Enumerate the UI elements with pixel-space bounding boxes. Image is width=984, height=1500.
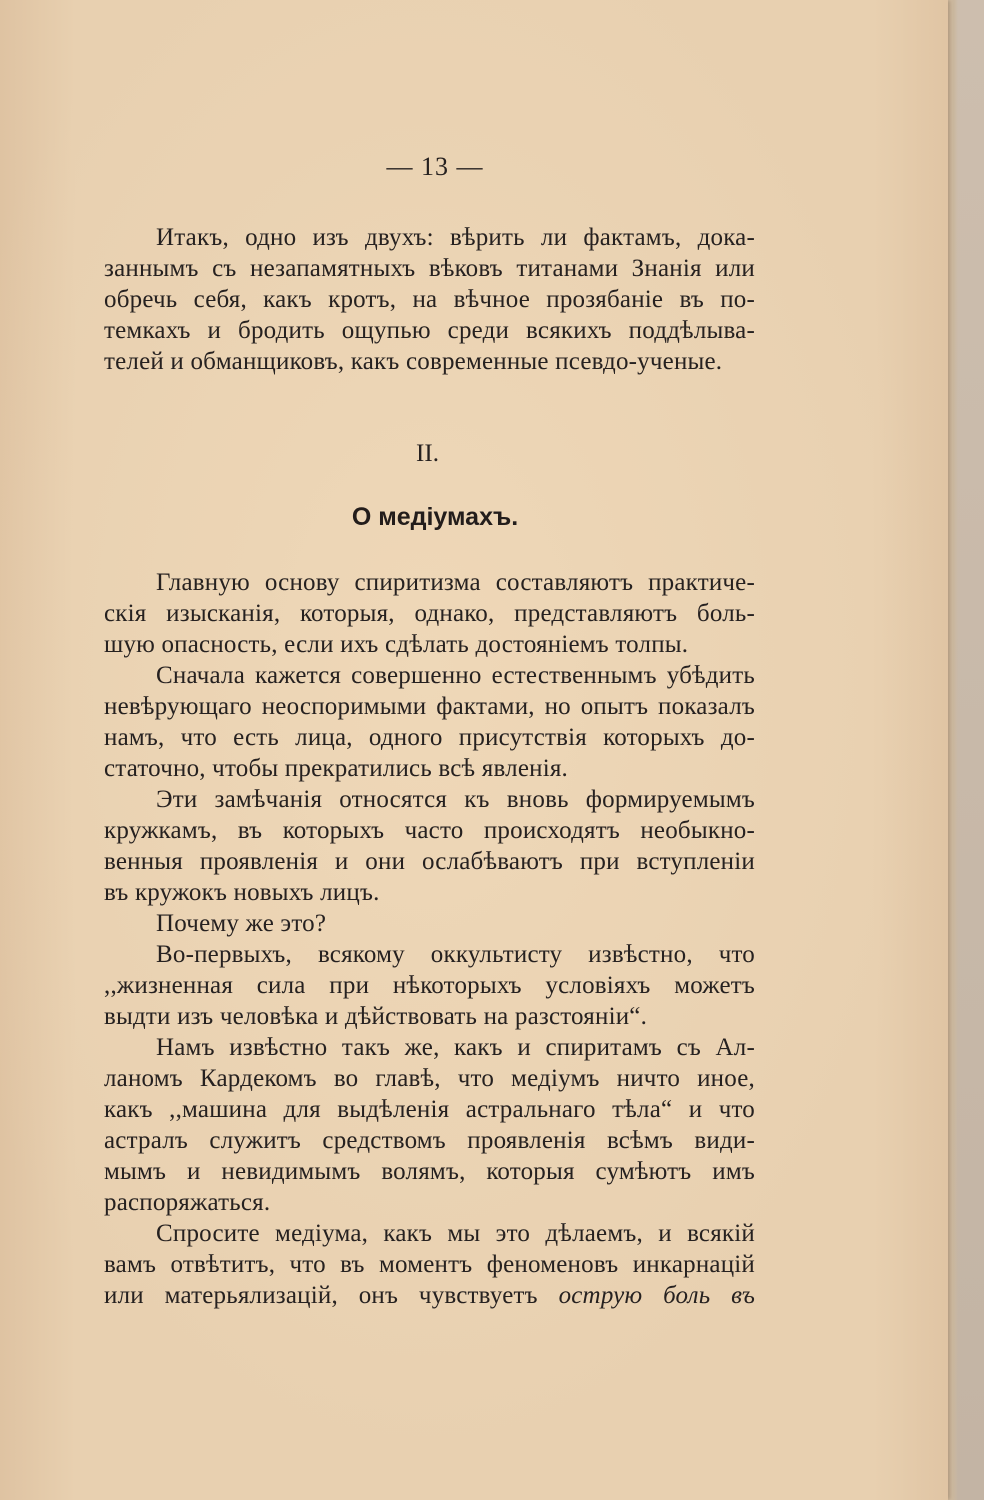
- text-line: Эти замѣчанія относятся къ вновь формируемымъ: [156, 786, 755, 813]
- text-line: обречь себя, какъ кротъ, на вѣчное прозябаніе въ по-: [104, 286, 755, 313]
- text-line: вамъ отвѣтитъ, что въ моментъ феноменовъ инкарнацій: [104, 1251, 755, 1278]
- text-line: выдти изъ человѣка и дѣйствовать на разстояніи“.: [104, 1003, 648, 1030]
- text-line: Почему же это?: [156, 910, 327, 937]
- text-line: Итакъ, одно изъ двухъ: вѣрить ли фактамъ, дока-: [156, 224, 755, 251]
- text-line: телей и обманщиковъ, какъ современные псевдо-ученые.: [104, 348, 723, 375]
- page-number: — 13 —: [386, 152, 484, 181]
- text-line: Сначала кажется совершенно естественнымъ убѣдить: [156, 662, 755, 689]
- text-line: невѣрующаго неоспоримыми фактами, но опытъ показалъ: [104, 693, 755, 720]
- text-line: ланомъ Кардекомъ во главѣ, что медіумъ ничто иное,: [104, 1065, 755, 1092]
- text-line: Во-первыхъ, всякому оккультисту извѣстно, что: [156, 941, 755, 968]
- text-line: заннымъ съ незапамятныхъ вѣковъ титанами Знанія или: [104, 255, 755, 282]
- text-line: намъ, что есть лица, одного присутствія которыхъ до-: [104, 724, 755, 751]
- section-numeral: II.: [416, 440, 439, 467]
- text-line: какъ ,,машина для выдѣленія астральнаго тѣла“ и что: [104, 1096, 755, 1123]
- text-line: статочно, чтобы прекратились всѣ явленія.: [104, 755, 568, 782]
- italic-phrase: острую боль въ: [558, 1282, 755, 1309]
- text-line: скія изысканія, которыя, однако, представляютъ боль-: [104, 600, 755, 627]
- text-line: въ кружокъ новыхъ лицъ.: [104, 879, 380, 906]
- text-line: астралъ служитъ средствомъ проявленія всѣмъ види-: [104, 1127, 755, 1154]
- text-line: ,,жизненная сила при нѣкоторыхъ условіяхъ можетъ: [104, 972, 755, 999]
- text-line: шую опасность, если ихъ сдѣлать достояніемъ толпы.: [104, 631, 689, 658]
- text-line: мымъ и невидимымъ волямъ, которыя сумѣютъ имъ: [104, 1158, 755, 1185]
- text-line: распоряжаться.: [104, 1189, 271, 1216]
- text-line-final: [104, 1280, 755, 1311]
- text-line: темкахъ и бродить ощупью среди всякихъ поддѣлыва-: [104, 317, 755, 344]
- text-line: Спросите медіума, какъ мы это дѣлаемъ, и всякій: [156, 1220, 755, 1247]
- text-line-start: или матерьялизацій, онъ чувствуетъ: [104, 1282, 538, 1309]
- text-line: Намъ извѣстно такъ же, какъ и спиритамъ съ Ал-: [156, 1034, 755, 1061]
- section-title: О медіумахъ.: [351, 503, 519, 531]
- page-edge: [948, 0, 958, 1500]
- text-line: венныя проявленія и они ослабѣваютъ при вступленіи: [104, 848, 755, 875]
- text-line: кружкамъ, въ которыхъ часто происходятъ необыкно-: [104, 817, 755, 844]
- intro-paragraph: [104, 222, 755, 377]
- body-text: [104, 567, 755, 1311]
- text-line: Главную основу спиритизма составляютъ практиче-: [156, 569, 755, 596]
